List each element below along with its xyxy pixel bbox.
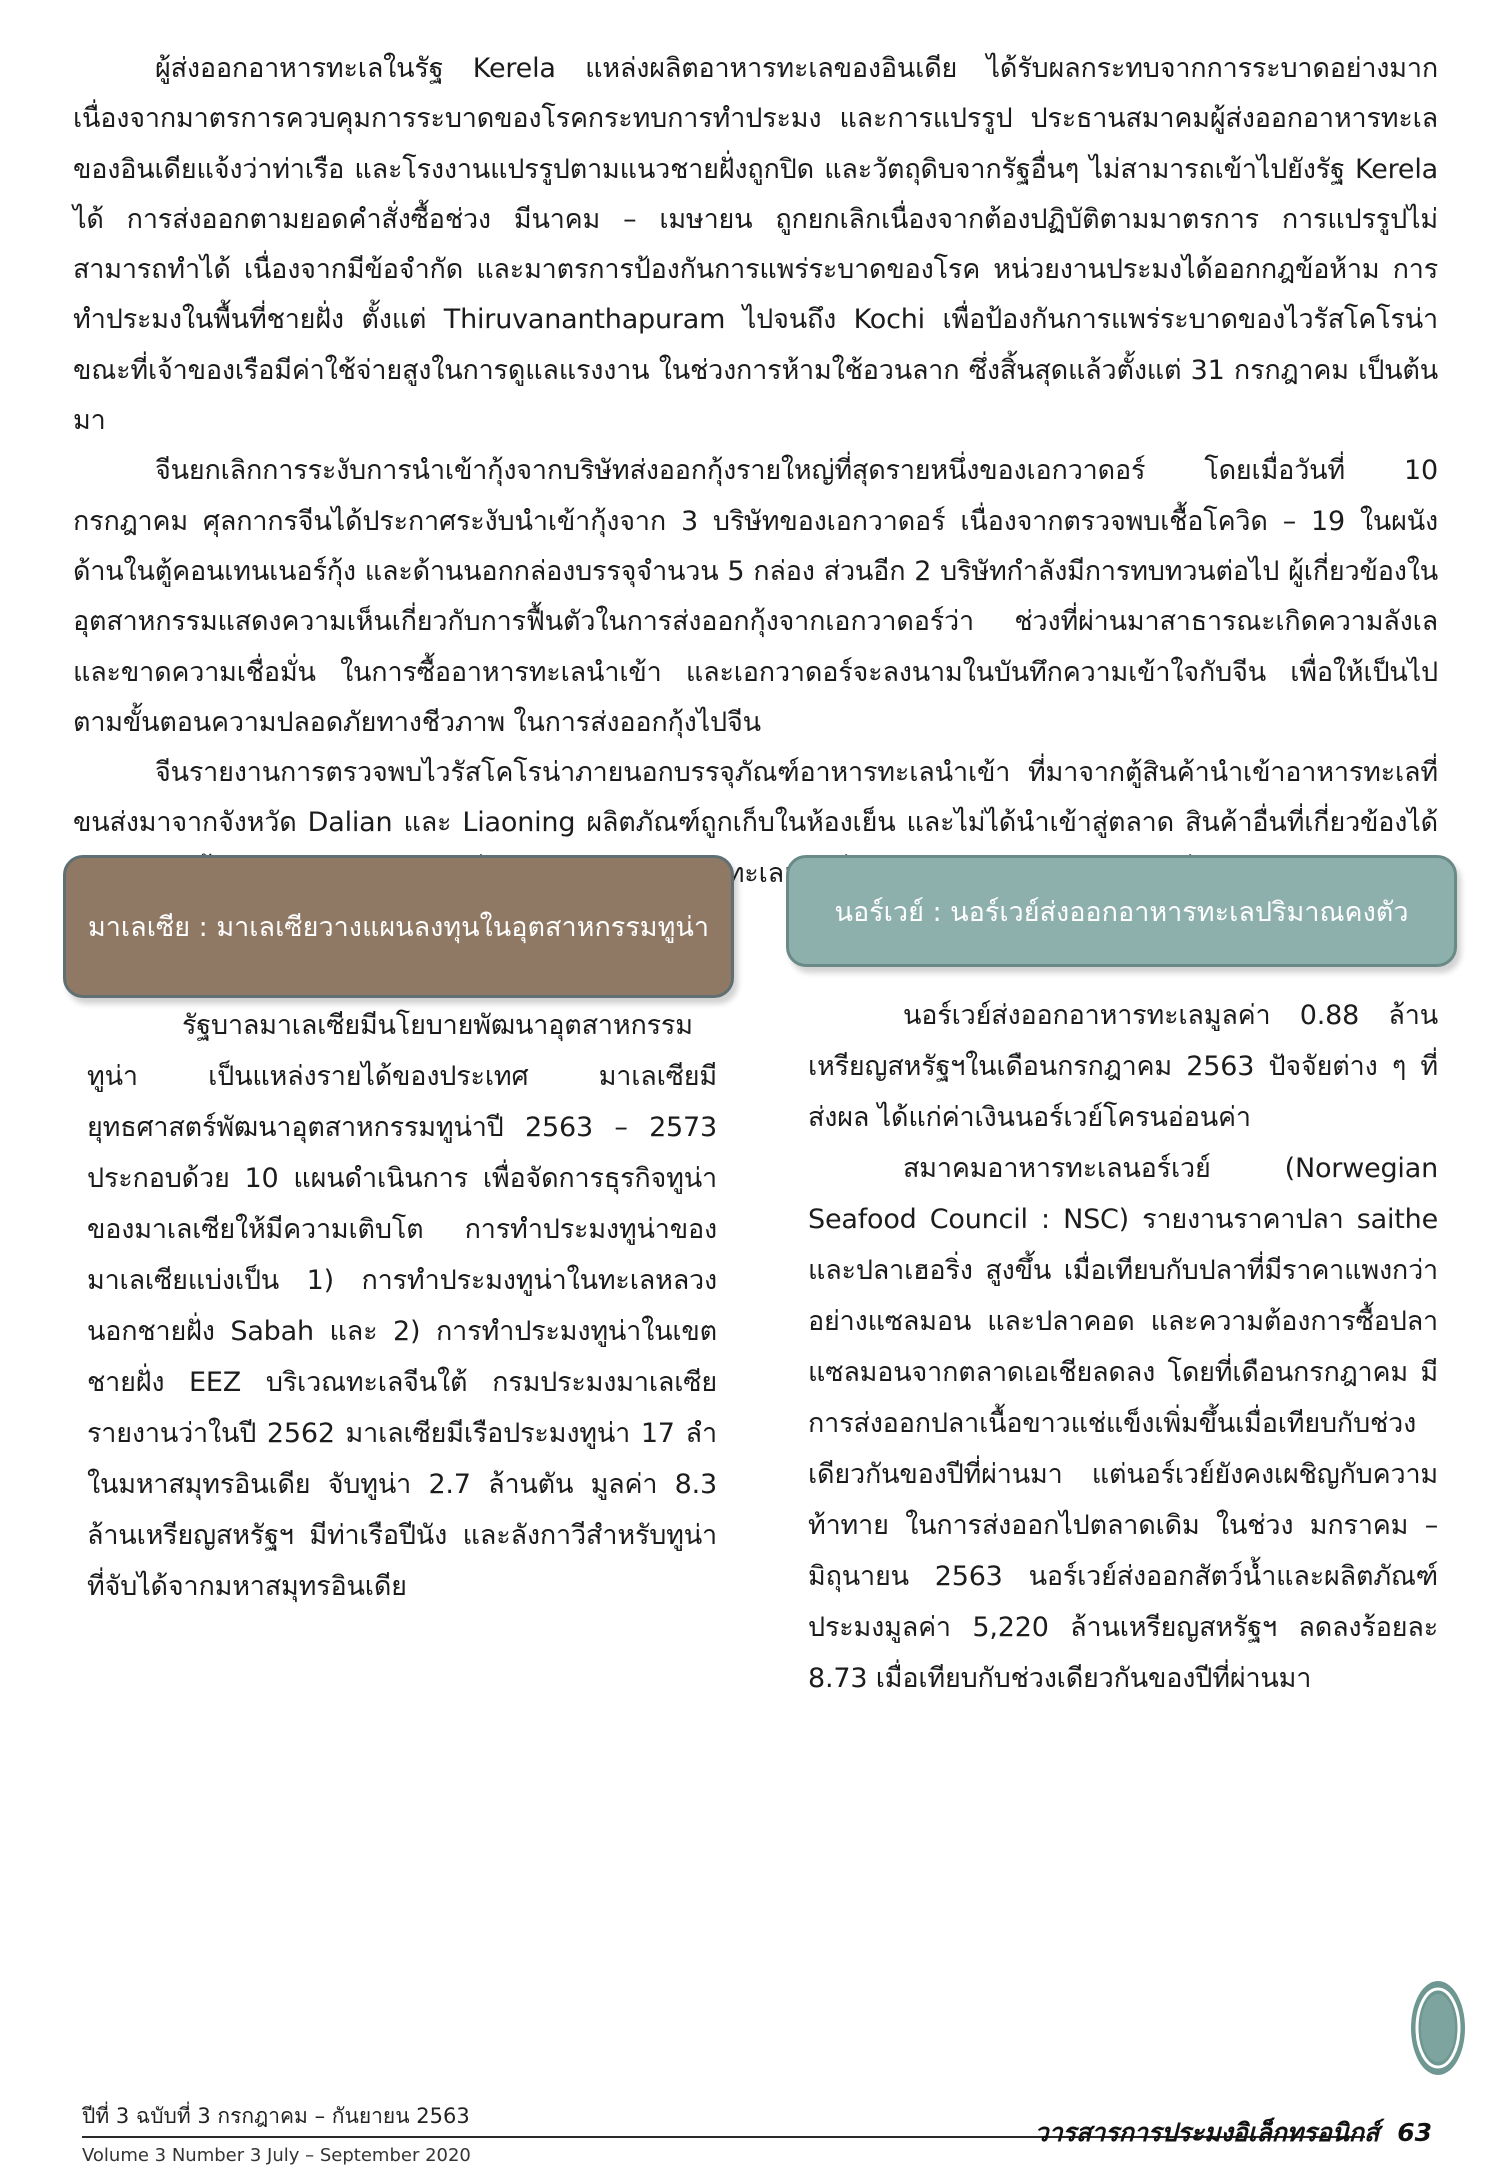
norway-heading-box [786,855,1457,967]
norway-heading: นอร์เวย์ : นอร์เวย์ส่งออกอาหารทะเลปริมาณคงตัว [834,896,1409,928]
norway-paragraph-2: สมาคมอาหารทะเลนอร์เวย์ (Norwegian Seafood Council : NSC) รายงานราคาปลา saithe และปลาเฮอริ่ง สูงขึ้น เมื่อเทียบกับปลาที่มีราคาแพงกว่าอย่างแซลมอน และปลาคอด และความต้องการซื้อปลาแซลมอนจากตลาดเอเชียลดลง โดยที่เดือนกรกฎาคม มีการส่งออกปลาเนื้อขาวแช่แข็งเพิ่มขึ้นเมื่อเทียบกับช่วงเดียวกันของปีที่ผ่านมา แต่นอร์เวย์ยังคงเผชิญกับความท้าทาย ในการส่งออกไปตลาดเดิม ในช่วง มกราคม – มิถุนายน 2563 นอร์เวย์ส่งออกสัตว์น้ำและผลิตภัณฑ์ประมงมูลค่า 5,220 ล้านเหรียญสหรัฐฯ ลดลงร้อยละ 8.73 เมื่อเทียบกับช่วงเดียวกันของปีที่ผ่านมา [808,1153,1438,1694]
norway-paragraph-1: นอร์เวย์ส่งออกอาหารทะเลมูลค่า 0.88 ล้านเหรียญสหรัฐฯในเดือนกรกฎาคม 2563 ปัจจัยต่าง ๆ ที่ส่งผล ได้แก่ค่าเงินนอร์เวย์โครนอ่อนค่า [808,1000,1438,1133]
intro-section [73,44,1438,899]
page-number: 63 [1397,2118,1432,2147]
malaysia-column [87,1000,717,1612]
norway-column [808,990,1438,1704]
malaysia-heading: มาเลเซีย : มาเลเซียวางแผนลงทุนในอุตสาหกรรมทูน่า [87,912,710,943]
footer-issue-english: Volume 3 Number 3 July – September 2020 [82,2145,471,2166]
paragraph-kerela: ผู้ส่งออกอาหารทะเลในรัฐ Kerela แหล่งผลิตอาหารทะเลของอินเดีย ได้รับผลกระทบจากการระบาดอย่างมาก เนื่องจากมาตรการควบคุมการระบาดของโรคกระทบการทำประมง และการแปรรูป ประธานสมาคมผู้ส่งออกอาหารทะเลของอินเดียแจ้งว่าท่าเรือ และโรงงานแปรรูปตามแนวชายฝั่งถูกปิด และวัตถุดิบจากรัฐอื่นๆ ไม่สามารถเข้าไปยังรัฐ Kerela ได้ การส่งออกตามยอดคำสั่งซื้อช่วง มีนาคม – เมษายน ถูกยกเลิกเนื่องจากต้องปฏิบัติตามมาตรการ การแปรรูปไม่สามารถทำได้ เนื่องจากมีข้อจำกัด และมาตรการป้องกันการแพร่ระบาดของโรค หน่วยงานประมงได้ออกกฎข้อห้าม การทำประมงในพื้นที่ชายฝั่ง ตั้งแต่ Thiruvananthapuram ไปจนถึง Kochi เพื่อป้องกันการแพร่ระบาดของไวรัสโคโรน่า ขณะที่เจ้าของเรือมีค่าใช้จ่ายสูงในการดูแลแรงงาน ในช่วงการห้ามใช้อวนลาก ซึ่งสิ้นสุดแล้วตั้งแต่ 31 กรกฎาคม เป็นต้นมา [73,53,1438,437]
malaysia-heading-box [63,855,734,998]
footer-issue-thai: ปีที่ 3 ฉบับที่ 3 กรกฎาคม – กันยายน 2563 [82,2104,470,2128]
journal-name: วารสารการประมงอิเล็กทรอนิกส์ [1034,2118,1380,2147]
paragraph-china-virus-report: จีนรายงานการตรวจพบไวรัสโคโรน่าภายนอกบรรจุภัณฑ์อาหารทะเลนำเข้า ที่มาจากตู้สินค้านำเข้าอาหารทะเลที่ขนส่งมาจากจังหวัด Dalian และ Liaoning ผลิตภัณฑ์ถูกเก็บในห้องเย็น และไม่ได้นำเข้าสู่ตลาด สินค้าอื่นที่เกี่ยวข้องได้ แต่ยังคงมีตรวจสอบเกี่ยวกับชนิดของอาหารทะเลและที่มาจากเรือขนส่งต่างประเทศเกี่ยวข้องด้วย [73,757,1438,889]
malaysia-paragraph: รัฐบาลมาเลเซียมีนโยบายพัฒนาอุตสาหกรรมทูน่า เป็นแหล่งรายได้ของประเทศ มาเลเซียมียุทธศาสตร์พัฒนาอุตสาหกรรมทูน่าปี 2563 – 2573 ประกอบด้วย 10 แผนดำเนินการ เพื่อจัดการธุรกิจทูน่าของมาเลเซียให้มีความเติบโต การทำประมงทูน่าของมาเลเซียแบ่งเป็น 1) การทำประมงทูน่าในทะเลหลวง นอกชายฝั่ง Sabah และ 2) การทำประมงทูน่าในเขตชายฝั่ง EEZ บริเวณทะเลจีนใต้ กรมประมงมาเลเซีย รายงานว่าในปี 2562 มาเลเซียมีเรือประมงทูน่า 17 ลำ ในมหาสมุทรอินเดีย จับทูน่า 2.7 ล้านตัน มูลค่า 8.3 ล้านเหรียญสหรัฐฯ มีท่าเรือปีนัง และลังกาวีสำหรับทูน่าที่จับได้จากมหาสมุทรอินเดีย [87,1010,717,1602]
paragraph-ecuador-shrimp: จีนยกเลิกการระงับการนำเข้ากุ้งจากบริษัทส่งออกกุ้งรายใหญ่ที่สุดรายหนึ่งของเอกวาดอร์ โดยเมื่อวันที่ 10 กรกฎาคม ศุลกากรจีนได้ประกาศระงับนำเข้ากุ้งจาก 3 บริษัทของเอกวาดอร์ เนื่องจากตรวจพบเชื้อโควิด – 19 ในผนังด้านในตู้คอนเทนเนอร์กุ้ง และด้านนอกกล่องบรรจุจำนวน 5 กล่อง ส่วนอีก 2 บริษัทกำลังมีการทบทวนต่อไป ผู้เกี่ยวข้องในอุตสาหกรรมแสดงความเห็นเกี่ยวกับการฟื้นตัวในการส่งออกกุ้งจากเอกวาดอร์ว่า ช่วงที่ผ่านมาสาธารณะเกิดความลังเลและขาดความเชื่อมั่น ในการซื้ออาหารทะเลนำเข้า และเอกวาดอร์จะลงนามในบันทึกความเข้าใจกับจีน เพื่อให้เป็นไปตามขั้นตอนความปลอดภัยทางชีวภาพ ในการส่งออกกุ้งไปจีน [73,455,1438,738]
oval-ornament-icon [1409,1978,1467,2078]
footer-journal [1035,2113,1432,2153]
